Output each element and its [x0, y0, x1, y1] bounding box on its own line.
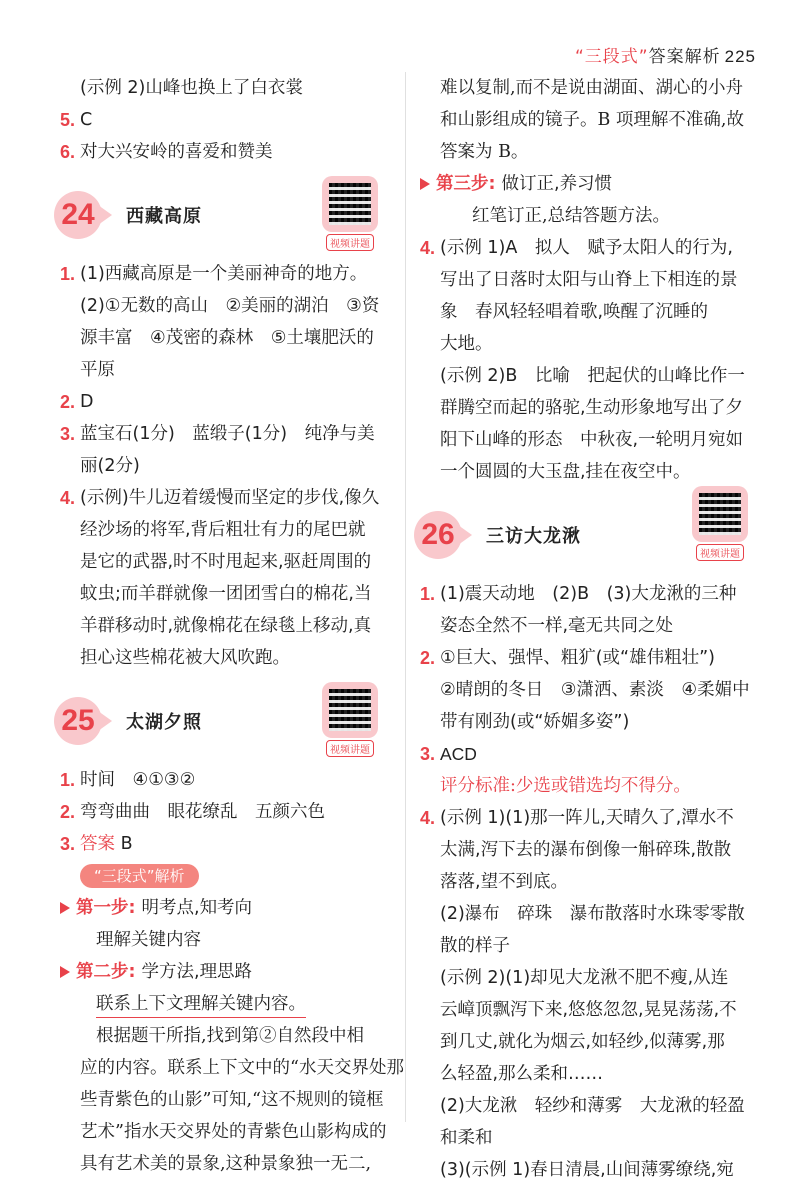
s24-question-1: [60, 258, 390, 386]
question-number: 2.: [420, 648, 436, 668]
step-1: [60, 892, 390, 924]
s24-question-4: [60, 482, 390, 674]
answer-text: 时间 ④①③②: [80, 770, 196, 790]
answer-line: 么轻盈,那么柔和……: [440, 1064, 604, 1084]
continued-paragraph: [420, 72, 760, 168]
question-number: 3.: [60, 834, 76, 854]
answer-line: (2)①无数的高山 ②美丽的湖泊 ③资: [80, 296, 380, 316]
qr-caption: 视频讲题: [696, 544, 744, 561]
step-2: [60, 956, 390, 988]
section-number-badge: 25: [54, 697, 102, 745]
answer-line: (示例)牛儿迈着缓慢而坚定的步伐,像久: [80, 488, 380, 508]
lead-line: (示例 2)山峰也换上了白衣裳: [80, 78, 303, 98]
answer-line: (示例 2)(1)却见大龙湫不肥不瘦,从连: [440, 968, 729, 988]
answer-line: 是它的武器,时不时甩起来,驱赶周围的: [80, 552, 372, 572]
header-highlight: “三段式”: [575, 47, 649, 67]
paragraph-line: 具有艺术美的景象,这种景象独一无二,: [80, 1154, 372, 1174]
question-number: 5.: [60, 110, 76, 130]
qr-caption: 视频讲题: [326, 234, 374, 251]
arrow-icon: [60, 902, 70, 914]
answer-line: 散的样子: [440, 936, 510, 956]
analysis-paragraph: [60, 1020, 404, 1180]
answer-line: 经沙场的将军,背后粗壮有力的尾巴就: [80, 520, 366, 540]
question-number: 2.: [60, 392, 76, 412]
step-3: [420, 168, 760, 200]
section-26-heading: [420, 502, 760, 568]
page-number: 225: [724, 47, 756, 66]
question-number: 3.: [420, 744, 436, 764]
answer-line: (1)震天动地 (2)B (3)大龙湫的三种: [440, 584, 737, 604]
answer-line: 云嶂顶飘泻下来,悠悠忽忽,晃晃荡荡,不: [440, 1000, 737, 1020]
paragraph-line: 应的内容。联系上下文中的“水天交界处那: [80, 1058, 404, 1078]
question-4-right: [420, 232, 760, 488]
answer-text: C: [80, 110, 93, 130]
answer-line: 写出了日落时太阳与山脊上下相连的景: [440, 270, 738, 290]
question-number: 6.: [60, 142, 76, 162]
step-label: 第一步:: [76, 898, 136, 918]
paragraph-line: 艺术”指水天交界处的青紫色山影构成的: [80, 1122, 387, 1142]
question-number: 4.: [60, 488, 76, 508]
step-label: 第二步:: [76, 962, 136, 982]
answer-line: 蓝宝石(1分) 蓝缎子(1分) 纯净与美: [80, 424, 375, 444]
answer-line: (2)大龙湫 轻纱和薄雾 大龙湫的轻盈: [440, 1096, 745, 1116]
question-number: 3.: [60, 424, 76, 444]
answer-line: ②晴朗的冬日 ③潇洒、素淡 ④柔媚中: [440, 680, 750, 700]
answer-line: ①巨大、强悍、粗犷(或“雄伟粗壮”): [440, 648, 715, 668]
qr-code-icon: [692, 486, 748, 542]
step-title: 学方法,理思路: [141, 962, 253, 982]
step-content: 联系上下文理解关键内容。: [96, 991, 306, 1018]
answer-line: 群腾空而起的骆驼,生动形象地写出了夕: [440, 398, 744, 418]
answer-line: 蚊虫;而羊群就像一团团雪白的棉花,当: [80, 584, 372, 604]
scoring-note: [440, 770, 760, 802]
paragraph-line: 和山影组成的镜子。B 项理解不准确,故: [440, 110, 744, 130]
answer-line: 一个圆圆的大玉盘,挂在夜空中。: [440, 462, 691, 482]
qr-code[interactable]: [320, 682, 380, 757]
answer-text: [80, 828, 390, 860]
s24-question-2: [60, 386, 390, 418]
question-number: 4.: [420, 808, 436, 828]
question-number: 1.: [60, 264, 76, 284]
answer-line: (2)瀑布 碎珠 瀑布散落时水珠零零散: [440, 904, 745, 924]
answer-line: 带有刚劲(或“娇媚多姿”): [440, 712, 630, 732]
s26-question-1: [420, 578, 760, 642]
answer-line: 大地。: [440, 334, 493, 354]
section-25-heading: [60, 688, 390, 754]
section-title: 三访大龙湫: [486, 526, 581, 547]
answer-line: 源丰富 ④茂密的森林 ⑤土壤肥沃的: [80, 328, 374, 348]
answer-line: 太满,泻下去的瀑布倒像一斛碎珠,散散: [440, 840, 732, 860]
answer-line: (1)西藏高原是一个美丽神奇的地方。: [80, 264, 368, 284]
header-title: 答案解析: [648, 47, 721, 67]
question-number: 4.: [420, 238, 436, 258]
answer-line: 阳下山峰的形态 中秋夜,一轮明月宛如: [440, 430, 744, 450]
question-number: 1.: [60, 770, 76, 790]
s25-question-1: [60, 764, 390, 796]
section-number-badge: 24: [54, 191, 102, 239]
answer-line: (3)(示例 1)春日清晨,山间薄雾缭绕,宛: [440, 1160, 734, 1180]
s25-question-3: [60, 828, 390, 860]
answer-line: (示例 1)(1)那一阵儿,天晴久了,潭水不: [440, 808, 734, 828]
question-5: [60, 104, 390, 136]
answer-line: 落落,望不到底。: [440, 872, 569, 892]
analysis-pill-wrap: [60, 860, 390, 892]
s24-question-3: [60, 418, 390, 482]
question-number: 1.: [420, 584, 436, 604]
section-24-heading: [60, 182, 390, 248]
answer-line: 担心这些棉花被大风吹跑。: [80, 648, 290, 668]
answer-line: 羊群移动时,就像棉花在绿毯上移动,真: [80, 616, 372, 636]
answer-line: 丽(2分): [80, 456, 140, 476]
analysis-pill: “三段式”解析: [80, 864, 199, 888]
answer-value: B: [120, 834, 133, 854]
page-header: [575, 42, 756, 67]
paragraph-line: 答案为 B。: [440, 142, 529, 162]
answer-text: D: [80, 392, 94, 412]
scoring-note-label: 评分标准:: [440, 776, 516, 796]
answer-line: (示例 1)A 拟人 赋予太阳人的行为,: [440, 238, 733, 258]
answer-text: ACD: [440, 744, 477, 764]
qr-caption: 视频讲题: [326, 740, 374, 757]
badge-arrow-icon: [98, 205, 112, 225]
paragraph-line: 难以复制,而不是说由湖面、湖心的小舟: [440, 78, 744, 98]
question-6: [60, 136, 390, 168]
s26-question-3: [420, 738, 760, 802]
step-content: 红笔订正,总结答题方法。: [472, 206, 671, 226]
s25-question-2: [60, 796, 390, 828]
paragraph-line: 根据题干所指,找到第②自然段中相: [96, 1026, 365, 1046]
answer-label: 答案: [80, 834, 115, 854]
answer-line: 到几丈,就化为烟云,如轻纱,似薄雾,那: [440, 1032, 725, 1052]
arrow-icon: [420, 178, 430, 190]
badge-arrow-icon: [458, 525, 472, 545]
qr-code[interactable]: [690, 486, 750, 561]
step-label: 第三步:: [436, 174, 496, 194]
section-number-badge: 26: [414, 511, 462, 559]
question-number: 2.: [60, 802, 76, 822]
answer-line: 和柔和: [440, 1128, 493, 1148]
answer-text: 弯弯曲曲 眼花缭乱 五颜六色: [80, 802, 325, 822]
answer-line: (示例 2)B 比喻 把起伏的山峰比作一: [440, 366, 745, 386]
step-content-wrap: [60, 988, 390, 1020]
left-column: [60, 72, 404, 1180]
column-divider: [405, 72, 406, 1122]
answer-line: 象 春风轻轻唱着歌,唤醒了沉睡的: [440, 302, 709, 322]
step-title: 做订正,养习惯: [501, 174, 613, 194]
section-title: 太湖夕照: [126, 712, 202, 733]
answer-line: 平原: [80, 360, 115, 380]
step-content: 理解关键内容: [96, 930, 201, 950]
right-column: [420, 72, 760, 1186]
arrow-icon: [60, 966, 70, 978]
answer-line: 姿态全然不一样,毫无共同之处: [440, 616, 674, 636]
step-title: 明考点,知考向: [141, 898, 253, 918]
badge-arrow-icon: [98, 711, 112, 731]
qr-code[interactable]: [320, 176, 380, 251]
s26-question-2: [420, 642, 760, 738]
scoring-note-text: 少选或错选均不得分。: [515, 776, 691, 796]
section-title: 西藏高原: [126, 206, 202, 227]
answer-text: 对大兴安岭的喜爱和赞美: [80, 142, 273, 162]
paragraph-line: 些青紫色的山影”可知,“这不规则的镜框: [80, 1090, 384, 1110]
qr-code-icon: [322, 682, 378, 738]
s26-question-4: [420, 802, 760, 1186]
qr-code-icon: [322, 176, 378, 232]
